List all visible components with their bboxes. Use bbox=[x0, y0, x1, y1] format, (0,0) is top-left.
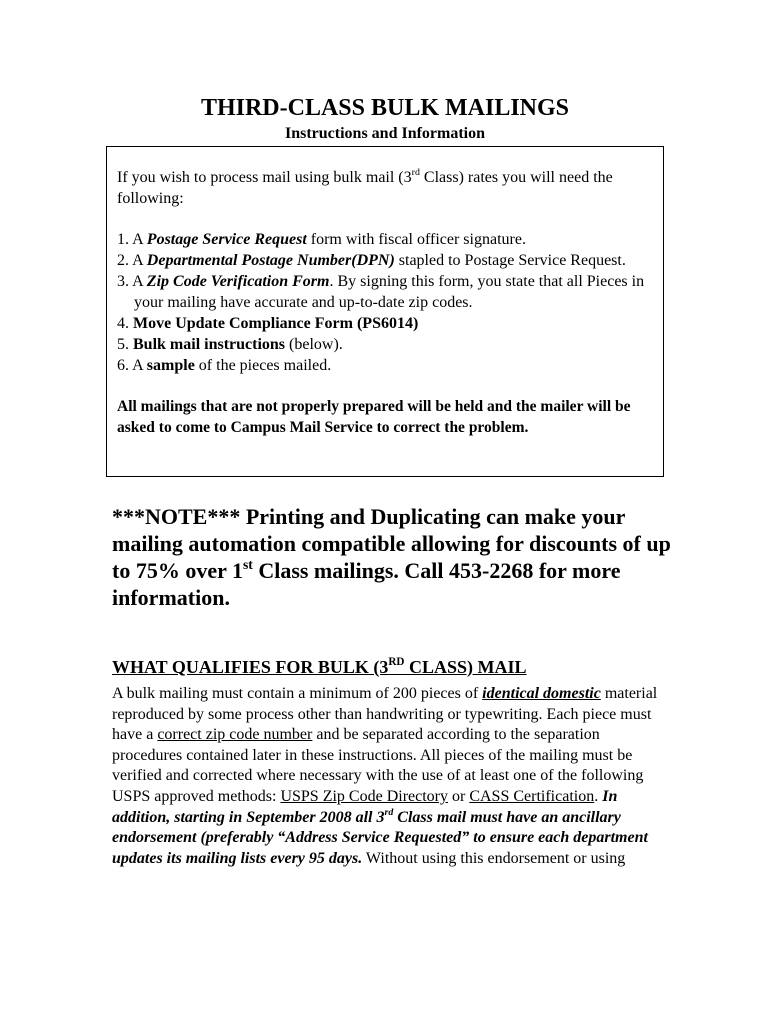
identical-domestic-text: identical domestic bbox=[482, 685, 601, 702]
section-heading: WHAT QUALIFIES FOR BULK (3RD CLASS) MAIL bbox=[112, 656, 527, 677]
page-title: THIRD-CLASS BULK MAILINGS bbox=[200, 95, 570, 121]
list-item: 5. Bulk mail instructions (below). bbox=[117, 336, 343, 353]
list-item: 6. A sample of the pieces mailed. bbox=[117, 357, 332, 374]
intro-superscript: rd bbox=[411, 167, 420, 179]
note-paragraph: ***NOTE*** Printing and Duplicating can make your mailing automation compatible allowing for discounts of up to 75% over 1st Class mailings. Call 453-2268 for more information. bbox=[112, 504, 671, 610]
zip-code-text: correct zip code number bbox=[157, 726, 313, 744]
list-item: 3. A Zip Code Verification Form. By signing this form, you state that all Pieces in your mailing have accurate and up-to-date zip codes. bbox=[117, 273, 645, 311]
page-subtitle: Instructions and Information bbox=[284, 125, 486, 142]
usps-zip-directory-text: USPS Zip Code Directory bbox=[280, 787, 448, 805]
intro-text: If you wish to process mail using bulk mail (3 bbox=[117, 169, 412, 186]
list-item: 2. A Departmental Postage Number(DPN) stapled to Postage Service Request. bbox=[117, 252, 626, 269]
section-body: A bulk mailing must contain a minimum of 200 pieces of identical domestic material reproduced by some process other than handwriting or typewriting. Each piece must have a correct zip code number and be separated according to the separation procedures contained later in these instructions. All pieces of the mailing must be verified and corrected where necessary with the use of at least one of the following USPS approved methods: USPS Zip Code Directory or CASS Certification. In addition, starting in September 2008 all 3rd Class mail must have an ancillary endorsement (preferably “Address Service Requested” to ensure each department updates its mailing lists every 95 days. Without using this endorsement or using bbox=[112, 685, 658, 867]
cass-certification-text: CASS Certification bbox=[469, 787, 595, 805]
requirements-list bbox=[117, 229, 653, 376]
requirements-intro bbox=[117, 167, 653, 209]
intro-text-end: Class) rates you will need the following: bbox=[117, 169, 613, 207]
requirements-box bbox=[106, 146, 664, 477]
list-item: 1. A Postage Service Request form with fiscal officer signature. bbox=[117, 231, 526, 248]
warning-text: All mailings that are not properly prepared will be held and the mailer will be asked to come to Campus Mail Service to correct the problem. bbox=[117, 398, 631, 436]
list-item: 4. Move Update Compliance Form (PS6014) bbox=[117, 315, 419, 332]
endorsement-text: In addition, starting in September 2008 all 3rd Class mail must have an ancillary endorsement (preferably “Address Service Requested” to ensure each department updates its mailing lists every 95 days. bbox=[112, 787, 648, 867]
